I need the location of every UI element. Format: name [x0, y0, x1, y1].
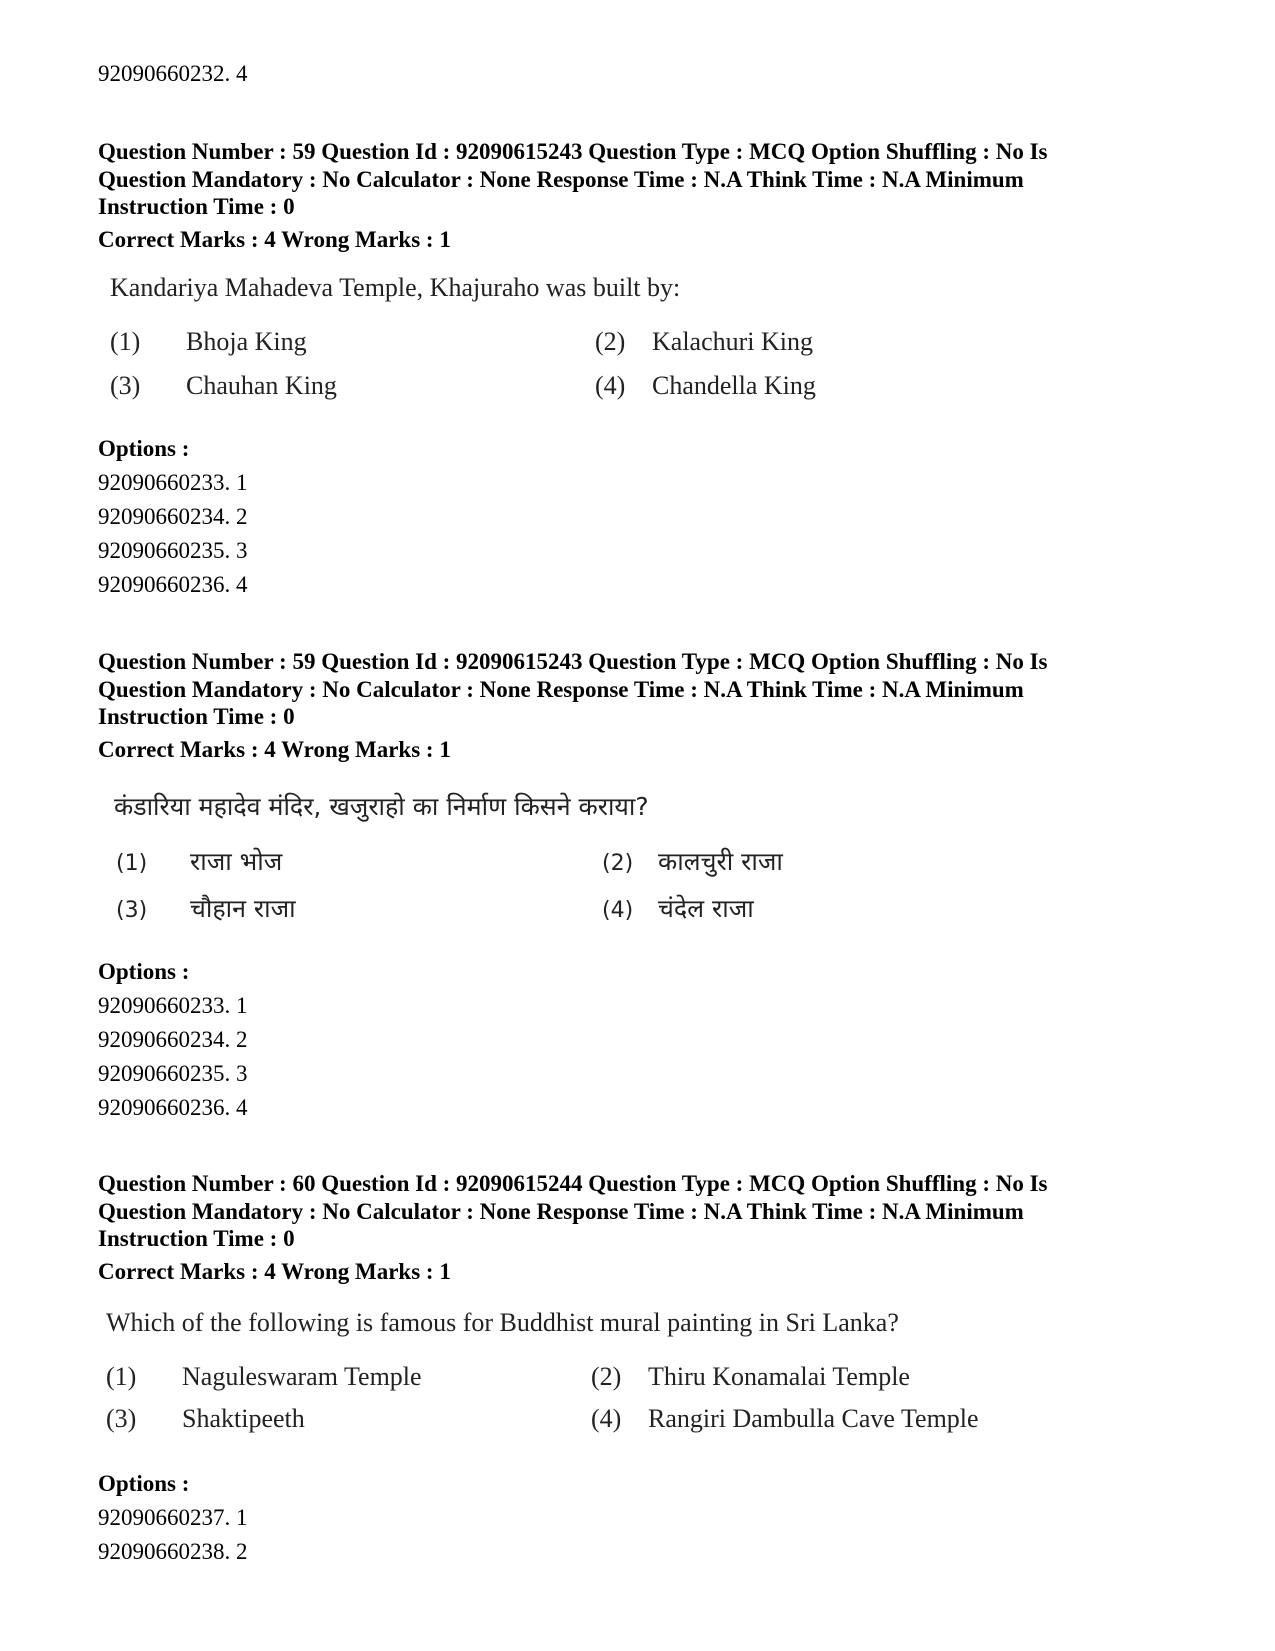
choice-text: Chauhan King [186, 371, 337, 400]
option-line: 92090660233. 1 [98, 993, 248, 1018]
question-text: Kandariya Mahadeva Temple, Khajuraho was built by: [110, 273, 681, 302]
option-line: 92090660234. 2 [98, 1027, 248, 1052]
option-line: 92090660235. 3 [98, 538, 248, 563]
choice-text: Thiru Konamalai Temple [648, 1362, 910, 1391]
options-label: Options : [98, 436, 190, 461]
choice-text: Bhoja King [186, 327, 307, 356]
question-header-line: Question Number : 60 Question Id : 92090615244 Question Type : MCQ Option Shuffling : No Is [98, 1171, 1048, 1196]
question-header-line: Question Number : 59 Question Id : 92090615243 Question Type : MCQ Option Shuffling : No Is [98, 649, 1048, 674]
choice-number: (3) [110, 371, 141, 400]
option-line: 92090660232. 4 [98, 61, 248, 86]
choice-number: (4) [591, 1404, 622, 1433]
option-line: 92090660235. 3 [98, 1061, 248, 1086]
marks-line: Correct Marks : 4 Wrong Marks : 1 [98, 737, 451, 762]
option-line: 92090660237. 1 [98, 1505, 248, 1530]
choice-text: राजा भोज [190, 847, 283, 876]
options-label: Options : [98, 1471, 190, 1496]
marks-line: Correct Marks : 4 Wrong Marks : 1 [98, 227, 451, 252]
choice-text: चंदेल राजा [658, 894, 754, 923]
question-header-line: Instruction Time : 0 [98, 1226, 295, 1251]
choice-number: (4) [595, 371, 626, 400]
option-line: 92090660236. 4 [98, 1095, 248, 1120]
option-line: 92090660238. 2 [98, 1539, 248, 1564]
question-text: Which of the following is famous for Buddhist mural painting in Sri Lanka? [106, 1308, 899, 1337]
choice-number: (1) [116, 851, 148, 876]
option-line: 92090660233. 1 [98, 470, 248, 495]
choice-text: चौहान राजा [190, 894, 296, 923]
choice-number: (1) [106, 1362, 137, 1391]
marks-line: Correct Marks : 4 Wrong Marks : 1 [98, 1259, 451, 1284]
option-line: 92090660234. 2 [98, 504, 248, 529]
choice-number: (4) [602, 898, 634, 923]
question-header-line: Instruction Time : 0 [98, 704, 295, 729]
question-header-line: Question Mandatory : No Calculator : None Response Time : N.A Think Time : N.A Minimum [98, 1199, 1024, 1224]
question-header-line: Question Mandatory : No Calculator : None Response Time : N.A Think Time : N.A Minimum [98, 677, 1024, 702]
choice-number: (3) [106, 1404, 137, 1433]
question-header-line: Question Mandatory : No Calculator : None Response Time : N.A Think Time : N.A Minimum [98, 167, 1024, 192]
options-label: Options : [98, 959, 190, 984]
choice-number: (2) [595, 327, 626, 356]
choice-text: कालचुरी राजा [658, 847, 783, 876]
choice-text: Shaktipeeth [182, 1404, 305, 1433]
choice-number: (1) [110, 327, 141, 356]
question-header-line: Question Number : 59 Question Id : 92090615243 Question Type : MCQ Option Shuffling : No Is [98, 139, 1048, 164]
choice-number: (2) [591, 1362, 622, 1391]
choice-number: (3) [116, 898, 148, 923]
question-header-line: Instruction Time : 0 [98, 194, 295, 219]
choice-text: Kalachuri King [652, 327, 814, 356]
option-line: 92090660236. 4 [98, 572, 248, 597]
choice-text: Chandella King [652, 371, 816, 400]
choice-text: Naguleswaram Temple [182, 1362, 422, 1391]
question-text: कंडारिया महादेव मंदिर, खजुराहो का निर्माण किसने कराया? [114, 792, 649, 821]
choice-text: Rangiri Dambulla Cave Temple [648, 1404, 979, 1433]
choice-number: (2) [602, 851, 634, 876]
